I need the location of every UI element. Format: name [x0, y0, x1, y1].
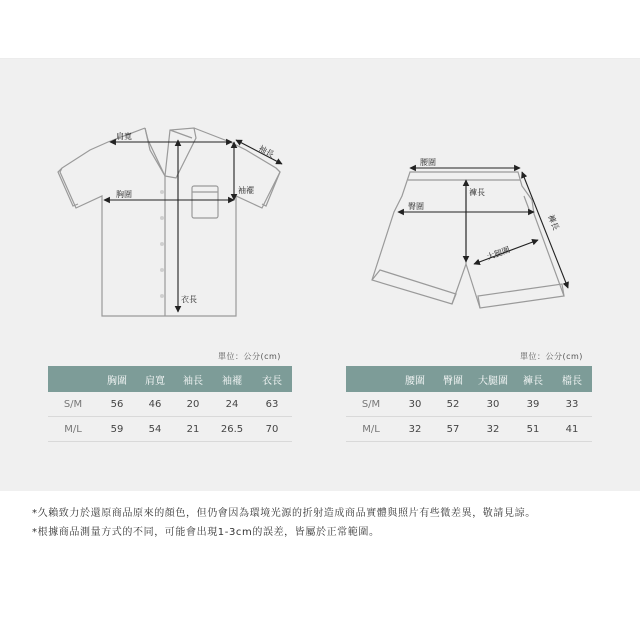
table-cell: 59 [98, 417, 136, 442]
table-header: 衣長 [252, 366, 292, 392]
table-header: 袖襬 [212, 366, 252, 392]
table-cell: 51 [514, 417, 552, 442]
table-row [48, 417, 292, 442]
table-cell: 21 [174, 417, 212, 442]
shorts-measures [398, 168, 568, 288]
table-header [48, 366, 98, 392]
table-cell: S/M [48, 392, 98, 417]
unit-label-top: 單位：公分(cm) [218, 352, 281, 361]
table-cell: 26.5 [212, 417, 252, 442]
shorts-illustration [372, 172, 564, 308]
table-header: 胸圍 [98, 366, 136, 392]
label-shoulder: 肩寬 [116, 132, 132, 141]
table-header-row [346, 366, 592, 392]
table-cell: 33 [552, 392, 592, 417]
note-color: *久賴致力於還原商品原來的顏色，但仍會因為環境光源的折射造成商品實體與照片有些微差異，敬請見諒。 [32, 508, 536, 519]
label-hip: 臀圍 [408, 202, 424, 211]
table-cell: 24 [212, 392, 252, 417]
shirt-measures [104, 140, 282, 312]
table-row [346, 417, 592, 442]
table-cell: 52 [434, 392, 472, 417]
table-cell: 46 [136, 392, 174, 417]
table-header-row [48, 366, 292, 392]
table-row [48, 392, 292, 417]
table-cell: M/L [48, 417, 98, 442]
table-cell: 56 [98, 392, 136, 417]
table-header: 臀圍 [434, 366, 472, 392]
table-cell: 30 [396, 392, 434, 417]
unit-label-bottom: 單位：公分(cm) [520, 352, 583, 361]
table-cell: M/L [346, 417, 396, 442]
label-top-length: 衣長 [181, 295, 197, 304]
table-cell: S/M [346, 392, 396, 417]
table-header: 袖長 [174, 366, 212, 392]
shirt-buttons [160, 190, 164, 298]
table-cell: 54 [136, 417, 174, 442]
table-header: 腰圍 [396, 366, 434, 392]
label-sleeve-width: 袖襬 [238, 186, 254, 195]
table-cell: 57 [434, 417, 472, 442]
table-cell: 20 [174, 392, 212, 417]
label-sleeve-length: 袖長 [257, 143, 276, 160]
table-cell: 41 [552, 417, 592, 442]
table-cell: 63 [252, 392, 292, 417]
label-chest: 胸圍 [116, 190, 132, 199]
table-header: 肩寬 [136, 366, 174, 392]
table-cell: 32 [396, 417, 434, 442]
bottom-size-table [346, 366, 592, 442]
table-row [346, 392, 592, 417]
note-measurement: *根據商品測量方式的不同，可能會出現1-3cm的誤差，皆屬於正常範圍。 [32, 527, 380, 538]
table-cell: 70 [252, 417, 292, 442]
label-thigh: 大腿圍 [485, 245, 512, 262]
table-header: 大腿圍 [472, 366, 514, 392]
table-cell: 39 [514, 392, 552, 417]
label-outseam: 褲長 [546, 213, 561, 232]
label-waist: 腰圍 [420, 158, 436, 167]
table-header [346, 366, 396, 392]
shirt-illustration [58, 128, 280, 316]
top-size-table [48, 366, 292, 442]
table-header: 檔長 [552, 366, 592, 392]
table-header: 褲長 [514, 366, 552, 392]
notes [32, 504, 536, 542]
table-cell: 32 [472, 417, 514, 442]
label-rise: 褲長 [469, 188, 485, 197]
table-cell: 30 [472, 392, 514, 417]
